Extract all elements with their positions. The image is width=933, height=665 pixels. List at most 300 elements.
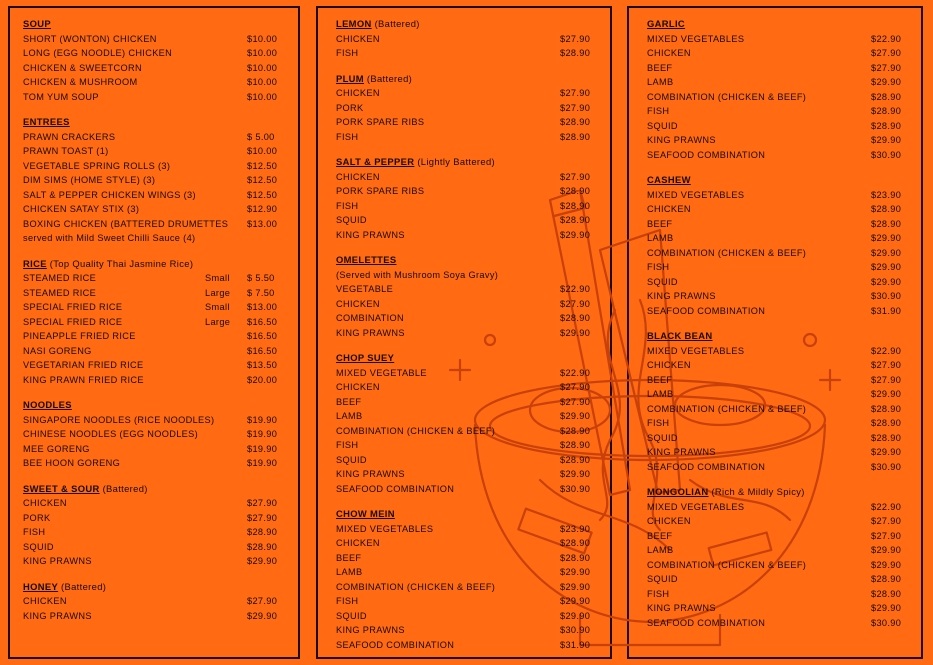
menu-item: [23, 217, 285, 232]
item-name: CHICKEN: [336, 298, 380, 309]
item-price: $30.90: [560, 483, 591, 494]
section-name: CASHEW: [647, 174, 691, 185]
item-name: KING PRAWNS: [647, 603, 716, 613]
menu-item: [336, 609, 598, 624]
menu-item: [23, 271, 285, 286]
item-name: KING PRAWNS: [336, 327, 405, 338]
item-name: KING PRAWNS: [336, 229, 405, 240]
item-price: $13.50: [247, 360, 278, 370]
item-name: MIXED VEGETABLES: [647, 345, 745, 356]
item-price: $19.90: [247, 414, 278, 425]
menu-item: [23, 609, 285, 624]
section-name: HONEY: [23, 580, 59, 592]
section-note: (Rich & Mildly Spicy): [708, 486, 805, 497]
item-price: $27.90: [560, 382, 591, 392]
section-name: LEMON: [336, 18, 372, 29]
item-price: $29.90: [560, 411, 591, 421]
menu-item: [647, 387, 909, 402]
item-price: $29.90: [871, 262, 902, 272]
section-title: [23, 482, 285, 497]
item-name: TOM YUM SOUP: [23, 91, 99, 102]
menu-section: [336, 507, 598, 652]
menu-item: [647, 358, 909, 373]
menu-item: [336, 438, 598, 453]
menu-item: [23, 554, 285, 569]
item-name: KING PRAWNS: [336, 625, 405, 635]
menu-item: [647, 75, 909, 90]
item-name: SQUID: [647, 120, 678, 131]
section-note: (Top Quality Thai Jasmine Rice): [46, 257, 194, 269]
item-price: $29.90: [560, 610, 591, 621]
item-name: KING PRAWNS: [647, 291, 716, 301]
item-price: $28.90: [560, 454, 591, 465]
item-price: $27.90: [871, 360, 902, 370]
item-name: KING PRAWN FRIED RICE: [23, 374, 144, 385]
item-price: $22.90: [560, 284, 591, 294]
menu-item: [336, 170, 598, 185]
menu-item: [647, 202, 909, 217]
item-name: FISH: [647, 106, 670, 116]
section-title: [23, 580, 285, 595]
section-name: SALT & PEPPER: [336, 156, 415, 167]
item-name: DIM SIMS (HOME STYLE) (3): [23, 175, 156, 185]
menu-item: [23, 511, 285, 526]
item-name: MIXED VEGETABLES: [336, 523, 434, 534]
item-price: $28.90: [871, 120, 902, 131]
menu-item: [647, 133, 909, 148]
item-price: $28.90: [871, 574, 902, 584]
item-price: $ 5.50: [247, 273, 275, 283]
item-price: $10.00: [247, 62, 278, 73]
item-name: SQUID: [336, 454, 367, 465]
menu-section: [336, 253, 598, 340]
menu-section: [647, 173, 909, 318]
item-name: KING PRAWNS: [23, 610, 92, 621]
menu-item: [336, 86, 598, 101]
item-price: $29.90: [871, 276, 902, 287]
menu-column-middle: [336, 17, 598, 663]
menu-item: [336, 580, 598, 595]
item-price: $ 7.50: [247, 287, 275, 298]
item-name: PINEAPPLE FRIED RICE: [23, 331, 136, 341]
item-price: $19.90: [247, 443, 278, 454]
item-name: BOXING CHICKEN (BATTERED DRUMETTES: [23, 218, 229, 229]
menu-item: [336, 453, 598, 468]
menu-item: [647, 344, 909, 359]
menu-item: [336, 594, 598, 609]
section-name: ENTREES: [23, 116, 70, 127]
item-name: LAMB: [336, 567, 363, 577]
menu-item: [23, 456, 285, 471]
menu-item: [336, 366, 598, 381]
item-name: SQUID: [23, 541, 54, 552]
section-title: [336, 72, 598, 87]
menu-item: [647, 148, 909, 163]
item-price: $29.90: [871, 545, 902, 555]
item-price: $28.90: [247, 527, 278, 537]
item-name: CHICKEN: [23, 596, 67, 606]
menu-item: [647, 246, 909, 261]
item-name: SEAFOOD COMBINATION: [647, 461, 766, 472]
menu-column-right: [647, 17, 909, 641]
menu-item: [647, 119, 909, 134]
menu-item: [336, 522, 598, 537]
item-size: Large: [205, 316, 231, 327]
item-name: SPECIAL FRIED RICE: [23, 302, 123, 312]
menu-item: [23, 358, 285, 373]
item-price: $29.90: [871, 559, 902, 570]
menu-item: [647, 587, 909, 602]
item-price: $22.90: [560, 367, 591, 378]
item-price: $13.00: [247, 218, 278, 229]
menu-item: [647, 32, 909, 47]
section-title: [336, 253, 598, 268]
item-price: $31.90: [871, 305, 902, 316]
menu-item: [336, 228, 598, 243]
item-price: $28.90: [871, 418, 902, 428]
menu-item: [647, 61, 909, 76]
item-name: PORK: [23, 512, 51, 523]
item-price: $27.90: [560, 396, 591, 407]
menu-item: [647, 104, 909, 119]
item-price: $29.90: [871, 77, 902, 87]
item-price: $28.90: [560, 538, 591, 548]
menu-item: [336, 115, 598, 130]
menu-section: [336, 351, 598, 496]
item-price: $29.90: [871, 135, 902, 145]
menu-item: [336, 46, 598, 61]
menu-item: [336, 565, 598, 580]
menu-item: [23, 344, 285, 359]
item-name: SHORT (WONTON) CHICKEN: [23, 33, 157, 44]
item-name: NASI GORENG: [23, 345, 92, 356]
menu-section: [647, 329, 909, 474]
item-name: CHICKEN: [647, 516, 691, 526]
item-name: SEAFOOD COMBINATION: [336, 639, 455, 650]
section-note: (Lightly Battered): [414, 156, 496, 167]
menu-item: [23, 90, 285, 105]
item-price: $19.90: [247, 458, 278, 468]
menu-section: [647, 485, 909, 630]
item-name: COMBINATION (CHICKEN & BEEF): [647, 247, 807, 258]
item-name: FISH: [336, 596, 359, 606]
section-title: [336, 351, 598, 366]
section-title: [647, 485, 909, 500]
menu-section: [336, 72, 598, 145]
item-price: $10.00: [247, 77, 278, 87]
menu-item: [23, 61, 285, 76]
item-price: $20.00: [247, 374, 278, 385]
item-name: FISH: [336, 440, 359, 450]
section-title: [23, 17, 285, 32]
section-title: [23, 398, 285, 413]
section-name: SOUP: [23, 18, 51, 29]
item-price: $29.90: [560, 567, 591, 577]
item-price: $10.00: [247, 33, 278, 44]
menu-item: [336, 311, 598, 326]
item-name: CHICKEN: [647, 204, 691, 214]
item-price: $30.90: [560, 625, 591, 635]
menu-item: [23, 413, 285, 428]
item-price: $22.90: [871, 501, 902, 512]
item-price: $29.90: [247, 556, 278, 566]
item-name: KING PRAWNS: [647, 447, 716, 457]
menu-item: [336, 213, 598, 228]
menu-item: [647, 275, 909, 290]
item-name: CHICKEN: [336, 171, 380, 182]
menu-item: [336, 424, 598, 439]
item-price: $28.90: [871, 588, 902, 599]
section-title: [23, 257, 285, 272]
menu-item: [647, 601, 909, 616]
item-name: KING PRAWNS: [647, 135, 716, 145]
item-price: $12.90: [247, 204, 278, 214]
menu-item: [336, 184, 598, 199]
menu-item: [647, 572, 909, 587]
menu-item: [647, 500, 909, 515]
item-price: $28.90: [560, 186, 591, 196]
item-price: $27.90: [560, 88, 591, 98]
item-price: $28.90: [871, 218, 902, 229]
item-name: COMBINATION (CHICKEN & BEEF): [647, 91, 807, 102]
item-name: CHICKEN & SWEETCORN: [23, 62, 142, 73]
section-name: BLACK BEAN: [647, 330, 713, 341]
item-name: PORK: [336, 102, 364, 113]
menu-item: [336, 395, 598, 410]
item-name: CHICKEN SATAY STIX (3): [23, 204, 140, 214]
menu-item: [336, 409, 598, 424]
menu-item: [23, 188, 285, 203]
item-name: LAMB: [647, 233, 674, 243]
menu-item: [647, 231, 909, 246]
item-name: FISH: [23, 527, 46, 537]
item-price: $23.90: [560, 523, 591, 534]
item-price: $28.90: [871, 204, 902, 214]
item-name: VEGETABLE SPRING ROLLS (3): [23, 160, 171, 171]
item-name: LAMB: [647, 545, 674, 555]
menu-item: [23, 75, 285, 90]
menu-section: [336, 155, 598, 242]
menu-item: [647, 558, 909, 573]
item-price: $28.90: [560, 313, 591, 323]
item-name: SQUID: [336, 610, 367, 621]
section-name: NOODLES: [23, 399, 72, 410]
menu-item: [23, 442, 285, 457]
item-price: $30.90: [871, 149, 902, 160]
section-name: SWEET & SOUR: [23, 482, 100, 494]
item-price: $31.90: [560, 639, 591, 650]
menu-item: [647, 90, 909, 105]
item-name: CHICKEN: [23, 498, 67, 508]
menu-item: [647, 260, 909, 275]
item-name: CHICKEN & MUSHROOM: [23, 77, 138, 87]
item-price: $29.90: [871, 233, 902, 243]
menu-item: [336, 32, 598, 47]
menu-item: [336, 282, 598, 297]
item-name: FISH: [336, 131, 359, 142]
item-price: $29.90: [871, 603, 902, 613]
item-price: $28.90: [560, 215, 591, 225]
menu-item: [23, 427, 285, 442]
menu-item: [23, 286, 285, 301]
menu-item: [23, 594, 285, 609]
item-name: PORK SPARE RIBS: [336, 117, 425, 127]
menu-item: [23, 373, 285, 388]
menu-item: [647, 460, 909, 475]
menu-section: [336, 17, 598, 61]
menu-section: [647, 17, 909, 162]
item-name: SPECIAL FRIED RICE: [23, 316, 123, 327]
menu-item: [23, 329, 285, 344]
menu-item: [336, 482, 598, 497]
menu-item: [23, 496, 285, 511]
item-name: CHICKEN: [647, 48, 691, 58]
menu-item: [647, 543, 909, 558]
item-price: $29.90: [560, 469, 591, 479]
item-price: $28.90: [247, 541, 278, 552]
menu-item: [336, 623, 598, 638]
item-price: $10.00: [247, 146, 278, 156]
menu-item: [23, 525, 285, 540]
item-name: PORK SPARE RIBS: [336, 186, 425, 196]
menu-item: [23, 315, 285, 330]
item-price: $28.90: [560, 440, 591, 450]
item-name: SQUID: [336, 215, 367, 225]
item-price: $29.90: [247, 610, 278, 621]
item-name: PRAWN TOAST (1): [23, 146, 109, 156]
menu-item: [336, 326, 598, 341]
item-price: $12.50: [247, 160, 278, 171]
menu-item: [647, 304, 909, 319]
menu-item: [336, 551, 598, 566]
item-price: $29.90: [871, 247, 902, 258]
item-name: PRAWN CRACKERS: [23, 131, 116, 142]
menu-item: [336, 536, 598, 551]
item-price: $23.90: [871, 189, 902, 200]
item-name: SQUID: [647, 432, 678, 443]
item-name: SEAFOOD COMBINATION: [647, 149, 766, 160]
item-price: $10.00: [247, 91, 278, 102]
item-price: $28.90: [560, 552, 591, 563]
section-name: CHOW MEIN: [336, 508, 395, 519]
menu-item: [647, 188, 909, 203]
menu-item: [647, 46, 909, 61]
item-name: FISH: [336, 200, 359, 211]
item-price: $28.90: [871, 432, 902, 443]
item-price: $29.90: [560, 229, 591, 240]
menu-item: [647, 616, 909, 631]
item-name: BEEF: [647, 530, 673, 541]
item-price: $27.90: [871, 62, 902, 73]
item-price: $ 5.00: [247, 131, 275, 142]
item-price: $22.90: [871, 33, 902, 44]
menu-item: [647, 431, 909, 446]
item-name: VEGETABLE: [336, 284, 394, 294]
item-name: BEE HOON GORENG: [23, 458, 121, 468]
menu-item: [336, 380, 598, 395]
item-name: SALT & PEPPER CHICKEN WINGS (3): [23, 189, 196, 200]
item-size: Large: [205, 287, 231, 298]
section-name: CHOP SUEY: [336, 352, 395, 363]
section-title: [23, 115, 285, 130]
section-name: RICE: [23, 257, 47, 269]
section-note: (Battered): [363, 72, 413, 84]
item-price: $28.90: [560, 48, 591, 58]
item-price: $27.90: [560, 298, 591, 309]
item-name: SQUID: [647, 574, 678, 584]
item-price: $30.90: [871, 291, 902, 301]
item-name: CHICKEN: [336, 88, 380, 98]
menu-item: [336, 101, 598, 116]
item-name: SINGAPORE NOODLES (RICE NOODLES): [23, 414, 215, 425]
item-name: FISH: [647, 418, 670, 428]
menu-section: [23, 482, 285, 569]
item-price: $27.90: [560, 171, 591, 182]
section-title: [336, 17, 598, 32]
item-price: $10.00: [247, 48, 278, 58]
item-name: VEGETARIAN FRIED RICE: [23, 360, 144, 370]
menu-item: [23, 540, 285, 555]
item-name: FISH: [647, 262, 670, 272]
menu-item: [23, 46, 285, 61]
section-title: [336, 507, 598, 522]
menu-item: [647, 529, 909, 544]
item-price: $27.90: [247, 596, 278, 606]
menu-item: [336, 199, 598, 214]
item-price: $27.90: [560, 33, 591, 44]
item-price: $27.90: [247, 498, 278, 508]
section-note: (Battered): [58, 580, 107, 592]
item-name: SQUID: [647, 276, 678, 287]
item-price: $30.90: [871, 617, 902, 628]
menu-item: [336, 130, 598, 145]
menu-item: [23, 300, 285, 315]
item-name: BEEF: [647, 218, 673, 229]
item-name: COMBINATION (CHICKEN & BEEF): [336, 581, 496, 592]
item-price: $29.90: [560, 596, 591, 606]
section-title: [647, 173, 909, 188]
item-name: COMBINATION (CHICKEN & BEEF): [647, 403, 807, 414]
menu-item: [336, 297, 598, 312]
item-name: MIXED VEGETABLES: [647, 501, 745, 512]
item-name: LAMB: [647, 77, 674, 87]
item-name: CHICKEN: [336, 33, 380, 44]
section-name: GARLIC: [647, 18, 686, 29]
item-name: LAMB: [647, 389, 674, 399]
item-name: CHINESE NOODLES (EGG NOODLES): [23, 429, 199, 439]
section-name: PLUM: [336, 72, 364, 84]
item-size: Small: [205, 302, 230, 312]
item-price: $28.90: [560, 131, 591, 142]
menu-section: [23, 580, 285, 624]
item-name: BEEF: [647, 374, 673, 385]
item-name: SEAFOOD COMBINATION: [336, 483, 455, 494]
item-name: CHICKEN: [647, 360, 691, 370]
menu-section: [23, 257, 285, 388]
item-name: STEAMED RICE: [23, 273, 97, 283]
item-name: LONG (EGG NOODLE) CHICKEN: [23, 48, 173, 58]
item-price: $12.50: [247, 175, 278, 185]
item-name: STEAMED RICE: [23, 287, 97, 298]
item-price: $29.90: [871, 447, 902, 457]
item-name: KING PRAWNS: [336, 469, 405, 479]
item-price: $28.90: [871, 403, 902, 414]
item-price: $12.50: [247, 189, 278, 200]
menu-item: [23, 202, 285, 217]
section-note: (Battered): [99, 482, 148, 494]
item-name: COMBINATION: [336, 313, 404, 323]
item-name: FISH: [647, 588, 670, 599]
